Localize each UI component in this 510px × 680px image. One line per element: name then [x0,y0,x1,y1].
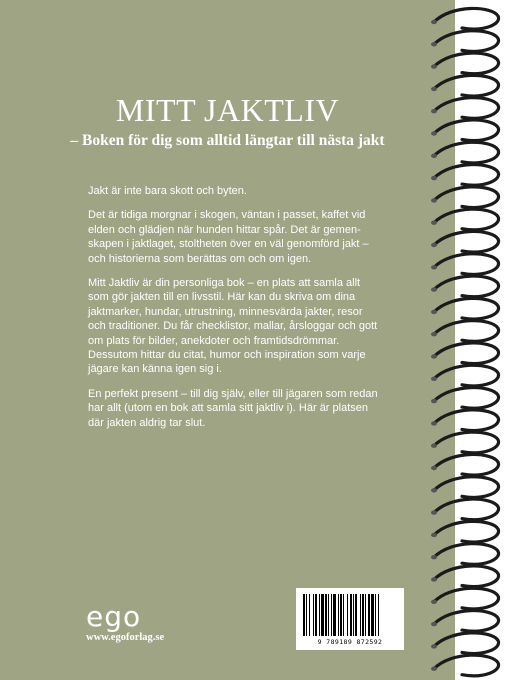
blurb-paragraph: En perfekt present – till dig själv, eller till jägaren som redan har allt (utom en bok att samla sitt jaktliv i). Här är platsen där jakten aldrig tar slut. [88,387,378,429]
book-title: MITT JAKTLIV [115,92,340,128]
spiral-loop [431,454,499,475]
barcode-digits: 9 789189 872592 [317,638,383,646]
barcode-bar [368,594,370,636]
spiral-loop [431,8,499,29]
spiral-binding-icon [422,0,510,680]
barcode-bar [378,594,379,636]
spiral-loop [431,477,499,498]
barcode-bar [325,594,327,636]
blurb-paragraph: Mitt Jaktliv är din personliga bok – en plats att samla allt som gör jakten till en livsstil. Här kan du skriva om dina jaktmarker, hundar, utrustning, minnesvärda jakter, resor och traditioner. Du får checklistor, mallar, årsloggar och gott om plats för bilder, anekdoter och framtidsdrömmar. Dessutom hittar du citat, humor och inspiration som varje jägare kan känna igen sig i. [88,277,378,376]
spiral-loop [431,611,499,632]
barcode-bar [350,594,352,636]
barcode-bar [319,594,320,636]
blurb-paragraph: Jakt är inte bara skott och byten. [88,185,247,197]
blurb-text [88,184,378,440]
barcode-bars-icon [303,594,397,638]
spiral-loop [431,343,499,364]
spiral-loop [431,655,499,676]
spiral-loop [431,75,499,96]
barcode-bar [340,594,342,636]
spiral-loop [431,432,499,453]
spiral-loop [431,120,499,141]
spiral-loop [431,499,499,520]
book-subtitle: – Boken för dig som alltid längtar till nästa jakt [70,132,385,149]
barcode-bar [362,594,364,636]
spiral-loop [431,165,499,186]
barcode-bar [371,594,374,636]
spiral-loop [431,31,499,52]
spiral-loop [431,388,499,409]
barcode-bar [331,594,332,636]
barcode-bar [365,594,366,636]
spiral-loop [431,365,499,386]
barcode-bar [303,594,305,636]
spiral-loop [431,276,499,297]
barcode-bar [355,594,357,636]
barcode-bar [306,594,307,636]
spiral-loop [431,142,499,163]
spiral-loop [431,231,499,252]
barcode-bar [315,594,317,636]
publisher-url: www.egoforlag.se [86,632,165,643]
publisher-logo: ego [86,600,142,633]
spiral-loop [431,566,499,587]
spiral-loop [431,544,499,565]
barcode-bar [309,594,310,636]
spiral-loop [431,633,499,654]
barcode-bar [313,594,314,636]
spiral-loop [431,98,499,119]
barcode-bar [353,594,354,636]
spiral-loop [431,588,499,609]
spiral-loop [431,410,499,431]
spiral-loop [431,53,499,74]
barcode-bar [321,594,324,636]
barcode-bar [347,594,348,636]
spiral-loop [431,254,499,275]
spiral-loop [431,187,499,208]
barcode-bar [343,594,344,636]
barcode-bar [328,594,329,636]
spiral-loop [431,209,499,230]
barcode-bar [375,594,376,636]
barcode [296,588,404,650]
barcode-bar [360,594,361,636]
spiral-loop [431,321,499,342]
spiral-loop [431,521,499,542]
barcode-bar [338,594,339,636]
barcode-bar [333,594,336,636]
spiral-loop [431,298,499,319]
blurb-paragraph: Det är tidiga morgnar i skogen, väntan i passet, kaffet vid elden och glädjen när hunden hittar spår. Det är gemen-skapen i jaktlaget, stoltheten över en väl genomförd jakt – och historierna som berättas om och om igen. [88,209,369,265]
